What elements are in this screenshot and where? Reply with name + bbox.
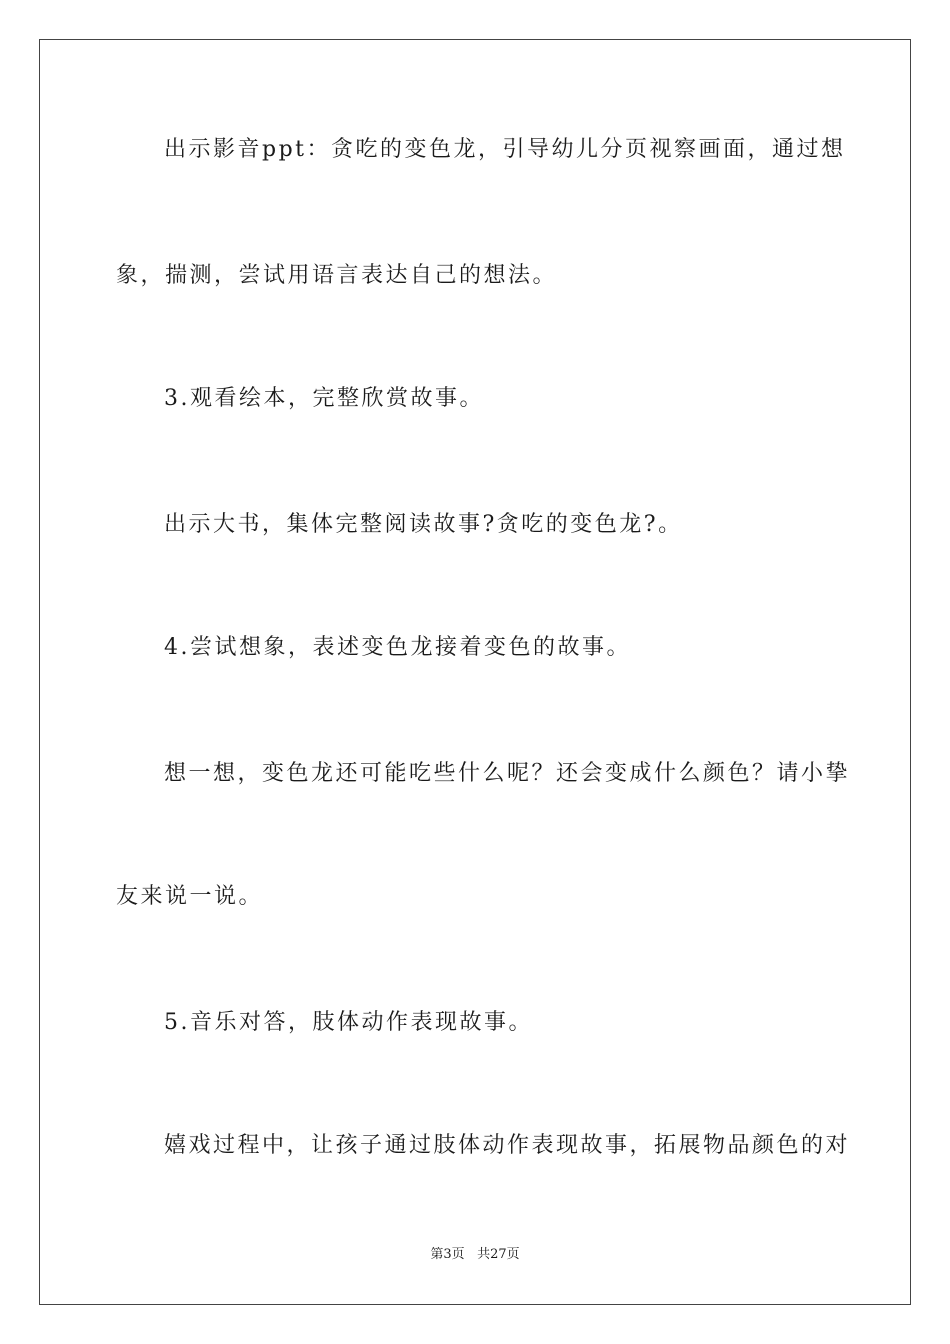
page-footer: [0, 1248, 950, 1261]
paragraph-line-4: 想一想，变色龙还可能吃些什么呢？还会变成什么颜色？请小挚: [164, 761, 851, 786]
paragraph-line-2: 象，揣测，尝试用语言表达自己的想法。: [116, 263, 558, 288]
paragraph-line-5: 友来说一说。: [116, 884, 264, 909]
page-border: [39, 39, 911, 1305]
paragraph-line-6: 嬉戏过程中，让孩子通过肢体动作表现故事，拓展物品颜色的对: [164, 1133, 851, 1158]
heading-step-5: 5.音乐对答，肢体动作表现故事。: [164, 1010, 533, 1035]
page-total: 共27页: [477, 1247, 520, 1262]
paragraph-line-3: 出示大书，集体完整阅读故事?贪吃的变色龙?。: [164, 512, 683, 537]
heading-step-3: 3.观看绘本，完整欣赏故事。: [164, 386, 484, 411]
paragraph-line-1: 出示影音ppt：贪吃的变色龙，引导幼儿分页视察画面，通过想: [164, 137, 846, 162]
heading-step-4: 4.尝试想象，表述变色龙接着变色的故事。: [164, 635, 631, 660]
page-number: 第3页: [430, 1247, 465, 1262]
